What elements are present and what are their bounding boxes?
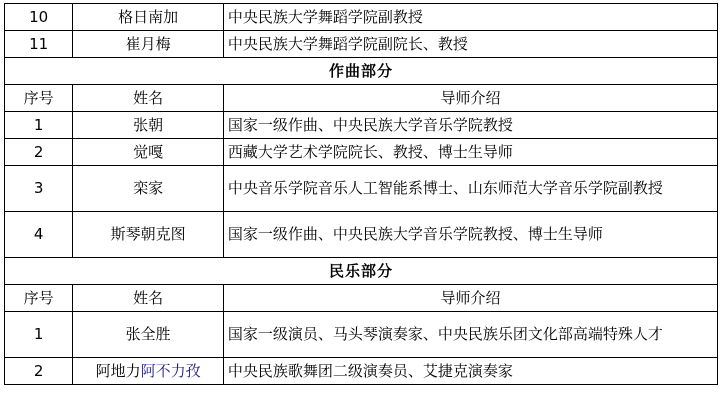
- cell-desc: 中央民族大学舞蹈学院副院长、教授: [223, 31, 717, 58]
- cell-desc: 中央音乐学院音乐人工智能系博士、山东师范大学音乐学院副教授: [223, 166, 717, 212]
- table-row: [5, 212, 718, 258]
- table-row: [5, 312, 718, 358]
- cell-index: 4: [5, 212, 73, 258]
- header-name: 姓名: [73, 85, 224, 112]
- header-name: 姓名: [73, 285, 224, 312]
- cell-name: 张全胜: [73, 312, 224, 358]
- mentor-table: [4, 3, 718, 385]
- cell-desc: 西藏大学艺术学院院长、教授、博士生导师: [223, 139, 717, 166]
- column-header-row: [5, 85, 718, 112]
- cell-index: 3: [5, 166, 73, 212]
- cell-name-part-b: 阿不力孜: [140, 361, 201, 380]
- cell-name: 栾家: [73, 166, 224, 212]
- cell-desc: 中央民族大学舞蹈学院副教授: [223, 4, 717, 31]
- cell-desc: 国家一级演员、马头琴演奏家、中央民族乐团文化部高端特殊人才: [223, 312, 717, 358]
- cell-index: 11: [5, 31, 73, 58]
- cell-desc: 国家一级作曲、中央民族大学音乐学院教授、博士生导师: [223, 212, 717, 258]
- table-row: [5, 112, 718, 139]
- cell-name: [73, 358, 224, 385]
- cell-index: 2: [5, 358, 73, 385]
- cell-name-part-a: 阿地力: [95, 361, 141, 380]
- cell-name: 崔月梅: [73, 31, 224, 58]
- section-title: 作曲部分: [5, 58, 718, 85]
- column-header-row: [5, 285, 718, 312]
- header-desc: 导师介绍: [223, 85, 717, 112]
- header-index: 序号: [5, 85, 73, 112]
- table-row: [5, 166, 718, 212]
- cell-index: 1: [5, 312, 73, 358]
- cell-index: 10: [5, 4, 73, 31]
- table-row: [5, 139, 718, 166]
- cell-desc: 中央民族歌舞团二级演奏员、艾捷克演奏家: [223, 358, 717, 385]
- table-row: [5, 4, 718, 31]
- cell-name: 张朝: [73, 112, 224, 139]
- table-row: [5, 31, 718, 58]
- table-row: [5, 358, 718, 385]
- section-title: 民乐部分: [5, 258, 718, 285]
- table-body: [5, 4, 718, 385]
- cell-index: 2: [5, 139, 73, 166]
- cell-index: 1: [5, 112, 73, 139]
- header-index: 序号: [5, 285, 73, 312]
- cell-name: 格日南加: [73, 4, 224, 31]
- section-header-row: [5, 258, 718, 285]
- header-desc: 导师介绍: [223, 285, 717, 312]
- cell-name: 觉嘎: [73, 139, 224, 166]
- section-header-row: [5, 58, 718, 85]
- cell-desc: 国家一级作曲、中央民族大学音乐学院教授: [223, 112, 717, 139]
- cell-name: 斯琴朝克图: [73, 212, 224, 258]
